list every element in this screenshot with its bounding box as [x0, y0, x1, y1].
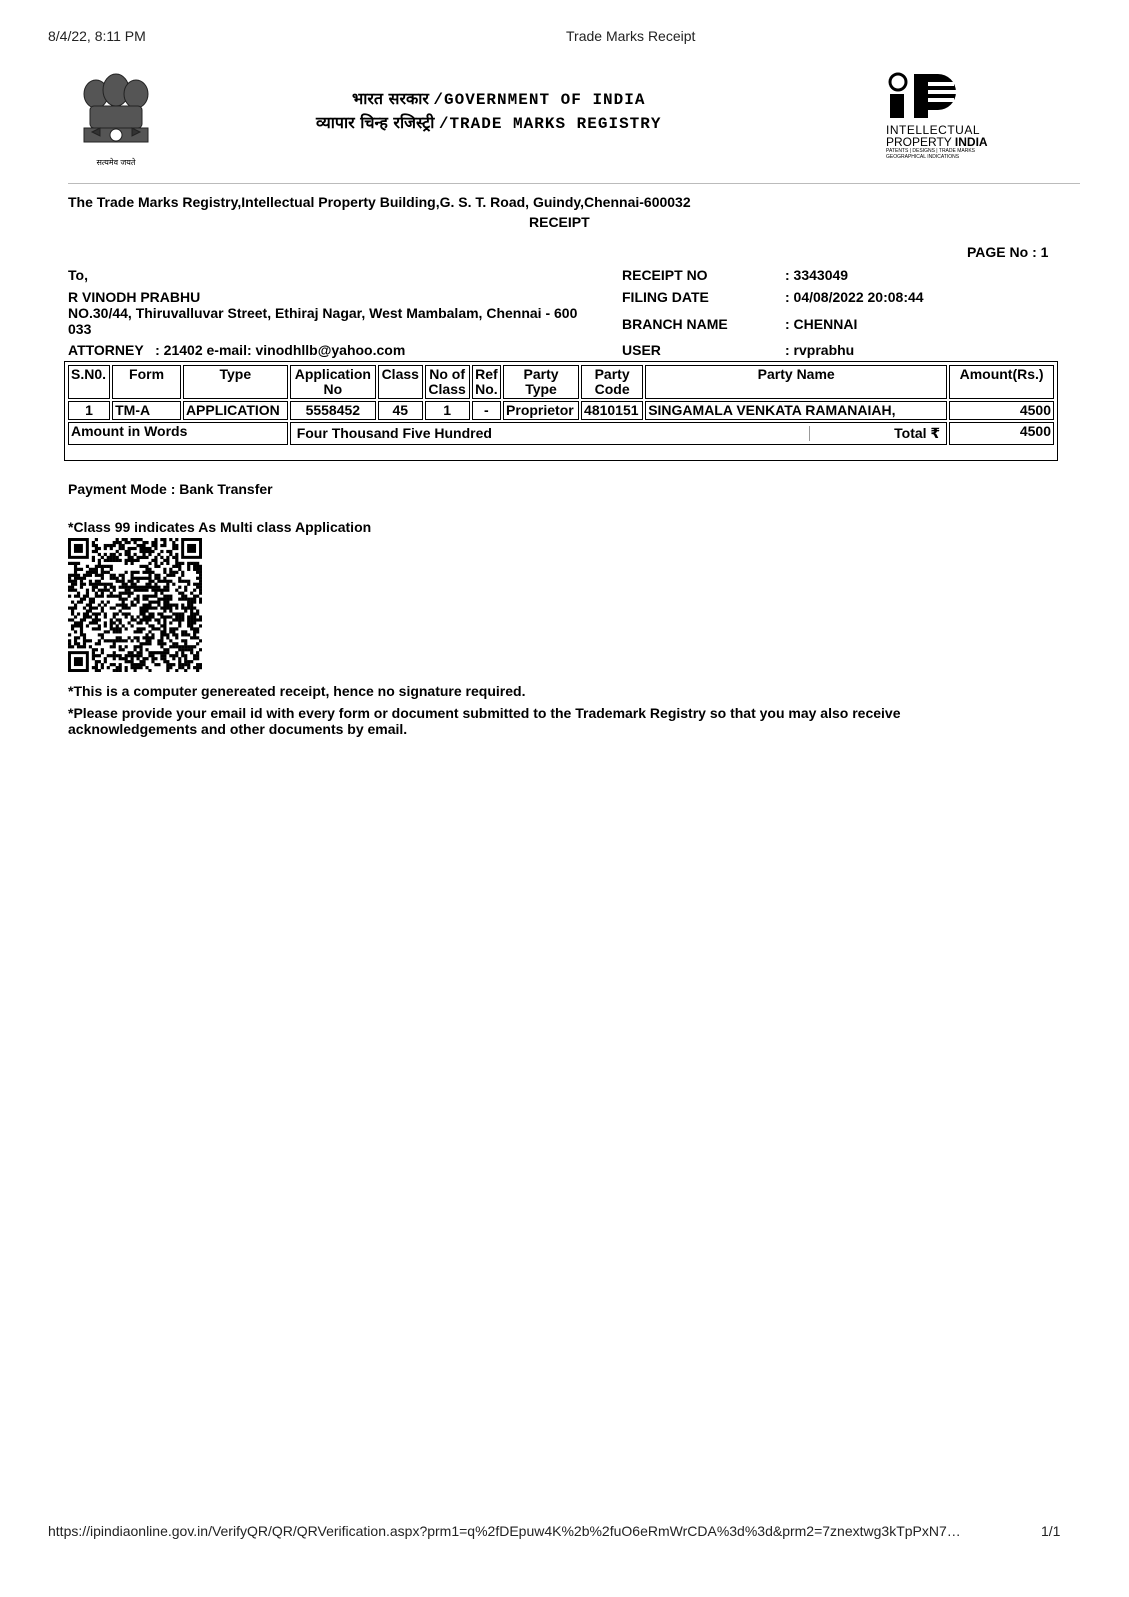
filing-date-value: : 04/08/2022 20:08:44	[785, 289, 924, 305]
header-english-2: /TRADE MARKS REGISTRY	[438, 115, 662, 133]
header-english-1: /GOVERNMENT OF INDIA	[433, 91, 646, 109]
col-amount-header: Amount(Rs.)	[949, 365, 1054, 399]
user-label: USER	[622, 342, 661, 358]
col-party-type-header-2: Type	[525, 381, 557, 397]
attorney-line: ATTORNEY : 21402 e-mail: vinodhllb@yahoo.com	[68, 342, 406, 358]
header-hindi-1: भारत सरकार	[352, 89, 429, 108]
email-note-line1: *Please provide your email id with every form or document submitted to the Trademark Registry so that you may also receive	[68, 705, 901, 721]
cell-party-name: SINGAMALA VENKATA RAMANAIAH,	[645, 401, 947, 420]
col-no-of-class-header-2: Class	[428, 381, 466, 397]
class-99-note: *Class 99 indicates As Multi class Application	[68, 519, 372, 535]
registry-address: The Trade Marks Registry,Intellectual Property Building,G. S. T. Road, Guindy,Chennai-600032	[68, 194, 691, 210]
cell-class: 45	[378, 401, 423, 420]
page-number: PAGE No : 1	[967, 244, 1049, 260]
header-divider	[68, 183, 1080, 184]
ip-logo-line4: GEOGRAPHICAL INDICATIONS	[886, 154, 960, 160]
col-party-type-header	[503, 365, 579, 399]
table-header-row	[68, 365, 1054, 399]
col-sno-header: S.N0.	[68, 365, 110, 399]
ip-india-logo-icon	[886, 72, 970, 120]
col-no-of-class-header-1: No of	[429, 366, 465, 382]
branch-name-label: BRANCH NAME	[622, 316, 728, 332]
cell-ref: -	[472, 401, 501, 420]
col-form-header: Form	[112, 365, 181, 399]
col-app-no-header	[290, 365, 376, 399]
amount-in-words-cell	[290, 422, 947, 445]
ip-logo-line3: PATENTS | DESIGNS | TRADE MARKS	[886, 148, 976, 154]
print-page-count: 1/1	[1041, 1523, 1061, 1539]
header-line-2	[316, 111, 661, 133]
header-line-1	[352, 87, 645, 109]
total-label: Total ₹	[809, 426, 940, 441]
cell-app-no: 5558452	[290, 401, 376, 420]
col-party-name-header: Party Name	[645, 365, 947, 399]
cell-type: APPLICATION	[183, 401, 288, 420]
email-note	[68, 705, 900, 737]
amount-words-row	[68, 422, 1054, 445]
ip-logo-line2a: PROPERTY	[886, 135, 952, 149]
email-note-line2: acknowledgements and other documents by email.	[68, 721, 408, 737]
receipt-no-label: RECEIPT NO	[622, 267, 708, 283]
col-ref-header-2: No.	[475, 381, 498, 397]
print-url: https://ipindiaonline.gov.in/VerifyQR/QR/QRVerification.aspx?prm1=q%2fDEpuw4K%2b%2fuO6eRmWrCDA%3d%3d&prm2=7znextwg3kTpPxN7…	[48, 1523, 961, 1539]
qr-code-icon	[68, 538, 202, 672]
col-no-of-class-header	[425, 365, 470, 399]
col-ref-header	[472, 365, 501, 399]
amount-in-words-label: Amount in Words	[68, 422, 288, 445]
filing-date-label: FILING DATE	[622, 289, 709, 305]
ip-india-logo	[886, 72, 1026, 164]
col-party-type-header-1: Party	[523, 366, 559, 382]
col-ref-header-1: Ref	[475, 366, 498, 382]
col-class-header: Class	[378, 365, 423, 399]
col-party-code-header	[581, 365, 643, 399]
to-label: To,	[68, 267, 88, 283]
verification-qr-code	[68, 538, 202, 672]
cell-no-of-class: 1	[425, 401, 470, 420]
receipt-no-value: : 3343049	[785, 267, 849, 283]
ip-logo-line2b: INDIA	[954, 135, 988, 149]
header-hindi-2: व्यापार चिन्ह रजिस्ट्री	[316, 113, 435, 132]
ip-logo-line2	[886, 136, 1026, 148]
col-app-no-header-1: Application	[294, 366, 371, 382]
computer-generated-note: *This is a computer genereated receipt, hence no signature required.	[68, 683, 526, 699]
cell-party-type: Proprietor	[503, 401, 579, 420]
ip-logo-line1: INTELLECTUAL	[886, 123, 981, 137]
table-row	[68, 401, 1054, 420]
cell-sno: 1	[68, 401, 110, 420]
col-type-header: Type	[183, 365, 288, 399]
cell-amount: 4500	[949, 401, 1054, 420]
recipient-address-line2: 033	[68, 321, 92, 337]
print-datetime: 8/4/22, 8:11 PM	[48, 28, 146, 44]
col-party-code-header-2: Code	[594, 381, 630, 397]
col-app-no-header-2: No	[323, 381, 343, 397]
recipient-name: R VINODH PRABHU	[68, 289, 201, 305]
receipt-heading: RECEIPT	[529, 214, 590, 230]
user-value: : rvprabhu	[785, 342, 855, 358]
total-value: 4500	[949, 422, 1054, 445]
recipient-address	[68, 305, 577, 337]
cell-party-code: 4810151	[581, 401, 643, 420]
branch-name-value: : CHENNAI	[785, 316, 858, 332]
amount-in-words-value: Four Thousand Five Hundred	[296, 425, 492, 441]
national-emblem-icon	[74, 72, 158, 167]
payment-mode: Payment Mode : Bank Transfer	[68, 481, 273, 497]
recipient-address-line1: NO.30/44, Thiruvalluvar Street, Ethiraj Nagar, West Mambalam, Chennai - 600	[68, 305, 578, 321]
emblem-motto: सत्यमेव जयते	[96, 158, 136, 167]
col-party-code-header-1: Party	[594, 366, 630, 382]
print-page-title: Trade Marks Receipt	[566, 28, 696, 44]
receipt-table	[64, 361, 1058, 461]
cell-form: TM-A	[112, 401, 181, 420]
